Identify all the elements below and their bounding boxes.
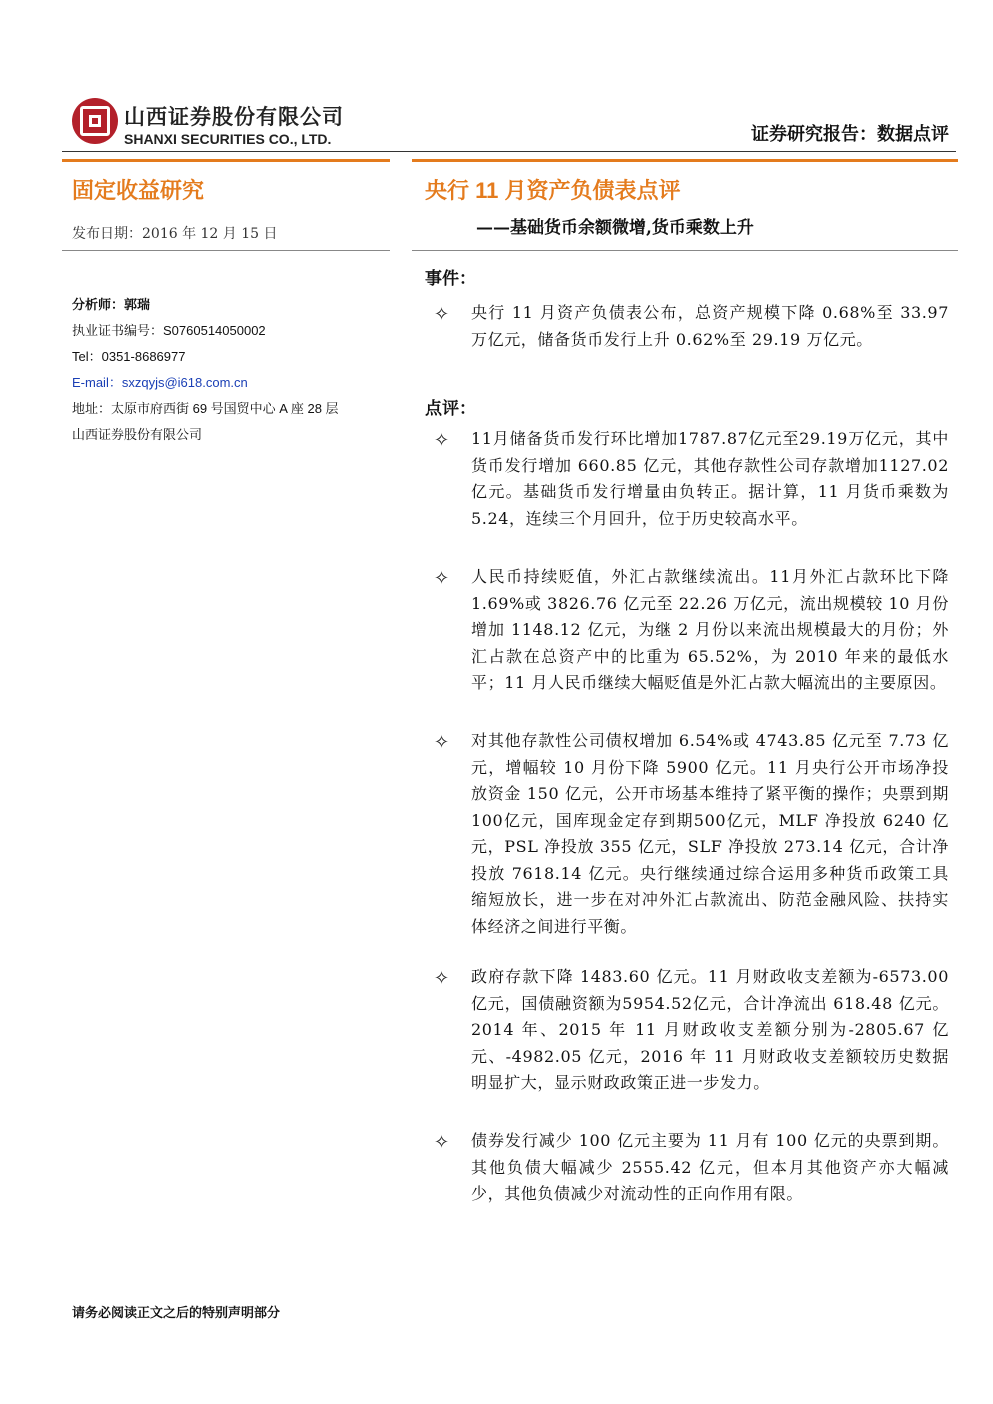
company-name-en: SHANXI SECURITIES CO., LTD. — [124, 131, 332, 147]
diamond-star-icon: ✧ — [434, 1132, 450, 1153]
diamond-star-icon: ✧ — [434, 568, 450, 589]
comment-bullet: 政府存款下降 1483.60 亿元。11 月财政收支差额为-6573.00亿元，国债融资额为5954.52亿元，合计净流出 618.48 亿元。2014 年、2015 年 11 月财政收支差额分别为-2805.67 亿元、-4982.05 亿元，2016 年 11 月财政收支差额较历史数据明显扩大，显示财政政策正进一步发力。 — [471, 967, 949, 1092]
left-accent-rule — [62, 159, 390, 162]
disclaimer-note: 请务必阅读正文之后的特别声明部分 — [72, 1305, 281, 1320]
analyst-name: 分析师：郭瑞 — [72, 297, 151, 312]
email-link[interactable]: E-mail：sxzqyjs@i618.com.cn — [72, 375, 248, 390]
comment-bullet: 债券发行减少 100 亿元主要为 11 月有 100 亿元的央票到期。其他负债大幅减少 2555.42 亿元，但本月其他资产亦大幅减少，其他负债减少对流动性的正向作用有限。 — [471, 1131, 949, 1203]
event-bullet: 央行 11 月资产负债表公布，总资产规模下降 0.68%至 33.97 万亿元，储备货币发行上升 0.62%至 29.19 万亿元。 — [471, 303, 949, 349]
diamond-star-icon: ✧ — [434, 430, 450, 451]
company-name: 山西证券股份有限公司 — [72, 427, 203, 442]
report-title: 央行 11 月资产负债表点评 — [425, 178, 681, 203]
comment-heading: 点评： — [425, 399, 476, 418]
date-divider — [62, 250, 390, 251]
company-logo-icon — [72, 98, 118, 144]
report-subtitle: ——基础货币余额微增,货币乘数上升 — [476, 218, 754, 238]
comment-bullet: 对其他存款性公司债权增加 6.54%或 4743.85 亿元至 7.73 亿元，增幅较 10 月份下降 5900 亿元。11 月央行公开市场净投放资金 150 亿元，公开市场基本维持了紧平衡的操作；央票到期100亿元，国库现金定存到期500亿元，MLF 净投放 6240 亿元，PSL 净投放 355 亿元，SLF 净投放 273.14 亿元，合计净投放 7618.14 亿元。央行继续通过综合运用多种货币政策工具缩短放长，进一步在对冲外汇占款流出、防范金融风险、扶持实体经济之间进行平衡。 — [471, 731, 949, 936]
diamond-star-icon: ✧ — [434, 968, 450, 989]
section-title: 固定收益研究 — [72, 178, 205, 203]
comment-bullet: 11月储备货币发行环比增加1787.87亿元至29.19万亿元，其中货币发行增加 660.85 亿元，其他存款性公司存款增加1127.02亿元。基础货币发行增量由负转正。据计算，11 月货币乘数为 5.24，连续三个月回升，位于历史较高水平。 — [471, 429, 949, 528]
right-accent-rule — [412, 159, 958, 162]
comment-bullet: 人民币持续贬值，外汇占款继续流出。11月外汇占款环比下降 1.69%或 3826.76 亿元至 22.26 万亿元，流出规模较 10 月份增加 1148.12 亿元，为继 2 月份以来流出规模最大的月份；外汇占款在总资产中的比重为 65.52%，为 2010 年来的最低水平；11 月人民币继续大幅贬值是外汇占款大幅流出的主要原因。 — [471, 567, 949, 692]
company-name-cn: 山西证券股份有限公司 — [124, 106, 344, 129]
address: 地址：太原市府西街 69 号国贸中心 A 座 28 层 — [72, 401, 339, 416]
publish-date: 发布日期：2016 年 12 月 15 日 — [72, 226, 278, 242]
header-divider — [62, 151, 956, 152]
report-type-label: 证券研究报告：数据点评 — [751, 124, 949, 144]
diamond-star-icon: ✧ — [434, 732, 450, 753]
diamond-star-icon: ✧ — [434, 304, 450, 325]
phone-number: Tel：0351-8686977 — [72, 349, 186, 364]
title-divider — [412, 250, 958, 251]
license-number: 执业证书编号：S0760514050002 — [72, 323, 266, 338]
event-heading: 事件： — [425, 269, 476, 288]
